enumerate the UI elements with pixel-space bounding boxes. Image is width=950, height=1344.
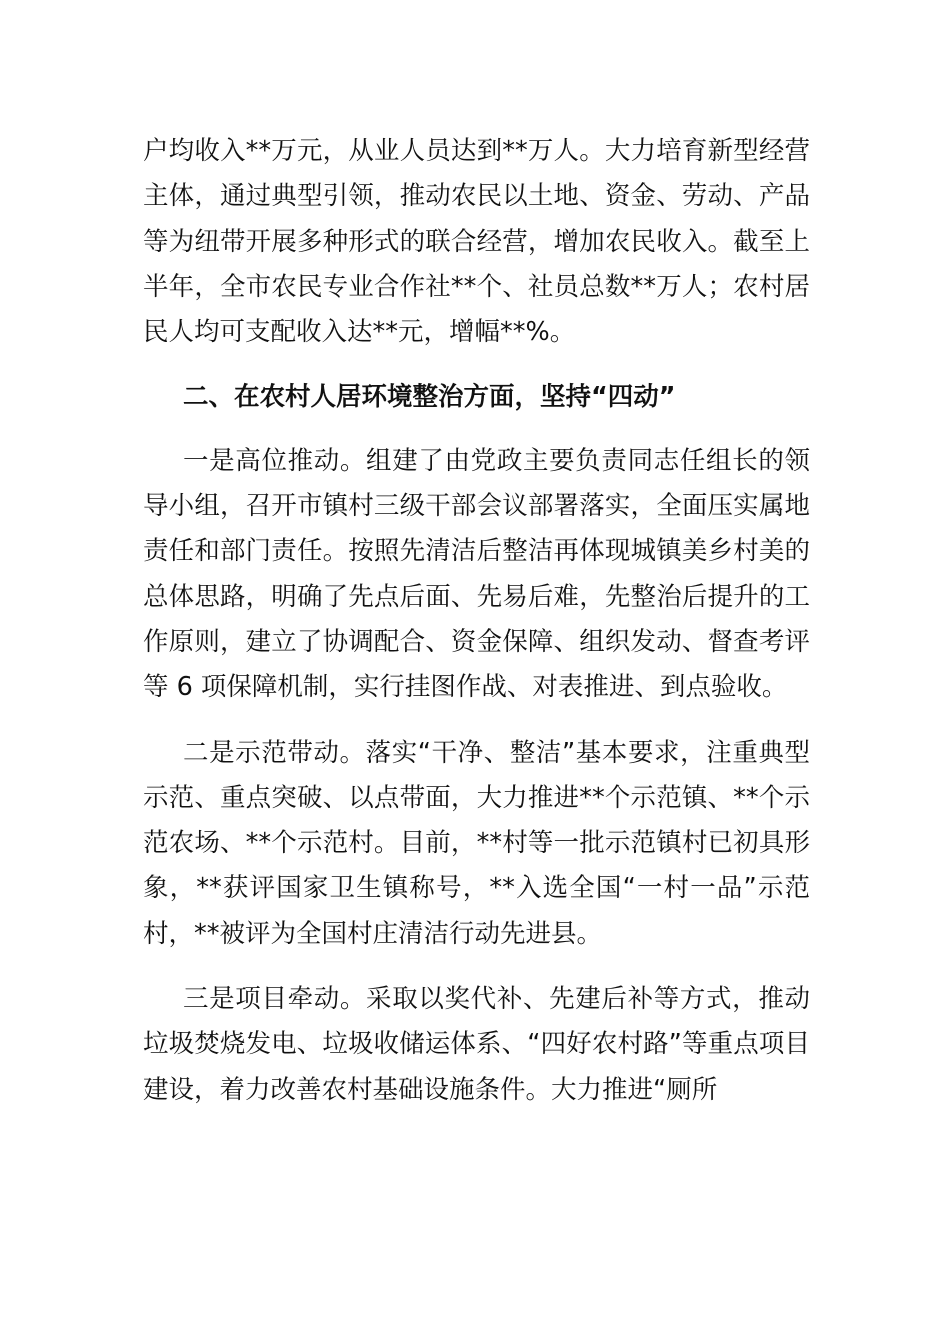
section-heading: 二、在农村人居环境整治方面，坚持“四动” bbox=[183, 382, 676, 413]
document-page bbox=[143, 129, 810, 1113]
paragraph-project-pull: 三是项目牵动。采取以奖代补、先建后补等方式，推动垃圾焚烧发电、垃圾收储运体系、“四好农村路”等重点项目建设，着力改善农村基础设施条件。大力推进“厕所 bbox=[143, 984, 810, 1105]
continued-paragraph: 户均收入**万元，从业人员达到**万人。大力培育新型经营主体，通过典型引领，推动农民以土地、资金、劳动、产品等为纽带开展多种形式的联合经营，增加农民收入。截至上半年，全市农民专业合作社**个、社员总数**万人；农村居民人均可支配收入达**元，增幅**%。 bbox=[143, 136, 810, 348]
paragraph-high-level-push: 一是高位推动。组建了由党政主要负责同志任组长的领导小组，召开市镇村三级干部会议部署落实，全面压实属地责任和部门责任。按照先清洁后整洁再体现城镇美乡村美的总体思路，明确了先点后面、先易后难，先整治后提升的工作原则，建立了协调配合、资金保障、组织发动、督查考评等 6 项保障机制，实行挂图作战、对表推进、到点验收。 bbox=[143, 445, 810, 703]
paragraph-demonstration-drive: 二是示范带动。落实“干净、整洁”基本要求，注重典型示范、重点突破、以点带面，大力推进**个示范镇、**个示范农场、**个示范村。目前，**村等一批示范镇村已初具形象，**获评国家卫生镇称号，**入选全国“一村一品”示范村，**被评为全国村庄清洁行动先进县。 bbox=[143, 737, 810, 949]
